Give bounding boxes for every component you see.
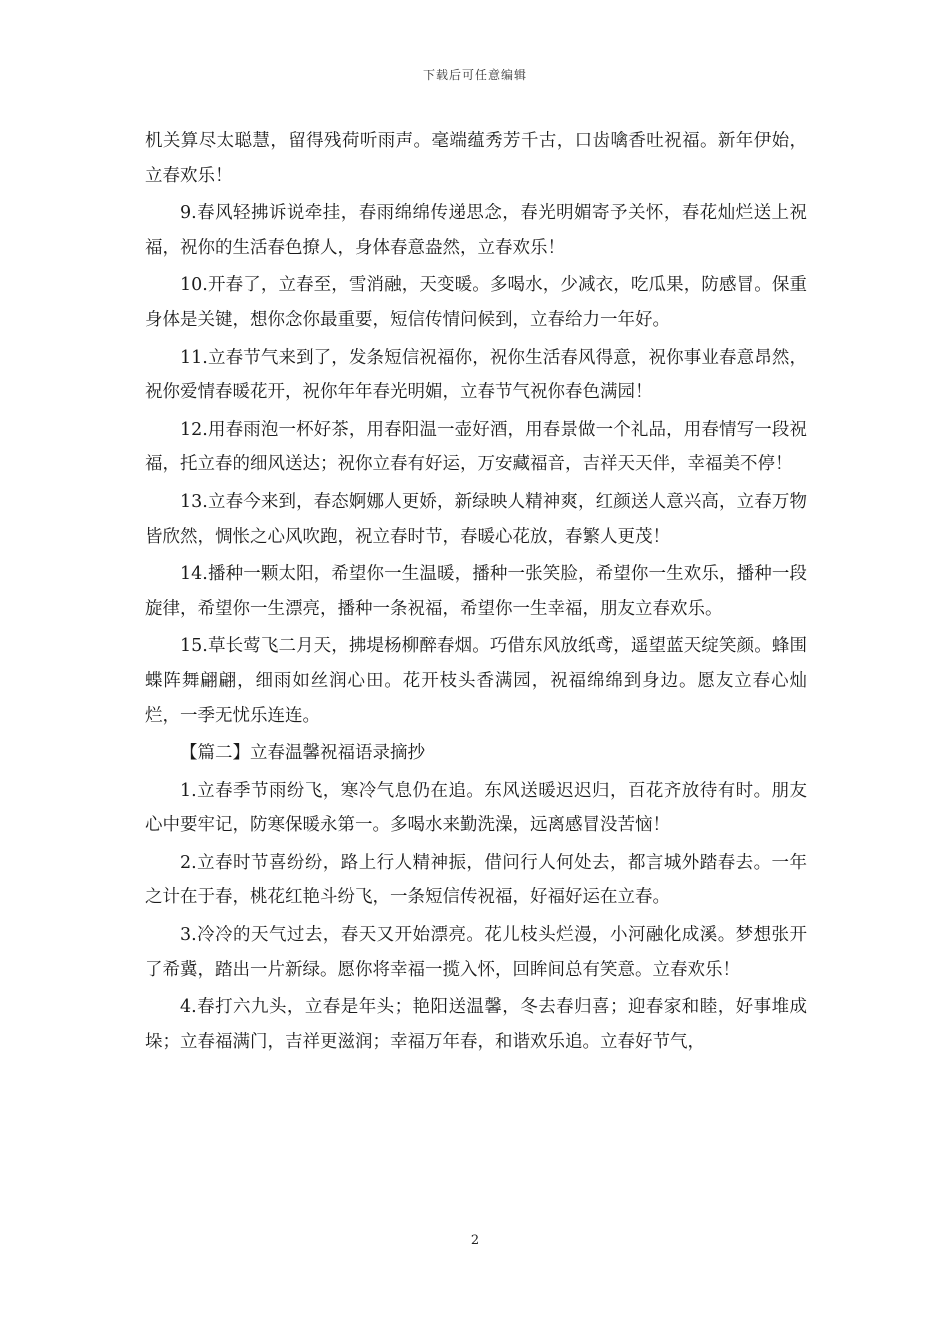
document-body <box>145 124 807 1062</box>
paragraph: 4.春打六九头，立春是年头；艳阳送温馨，冬去春归喜；迎春家和睦，好事堆成垛；立春福满门，吉祥更滋润；幸福万年春，和谐欢乐追。立春好节气， <box>145 997 807 1052</box>
paragraph: 13.立春今来到，春态婀娜人更娇，新绿映人精神爽，红颜送人意兴高，立春万物皆欣然，惆怅之心风吹跑，祝立春时节，春暖心花放，春繁人更茂！ <box>145 491 807 547</box>
paragraph: 3.冷冷的天气过去，春天又开始漂亮。花儿枝头烂漫，小河融化成溪。梦想张开了希冀，踏出一片新绿。愿你将幸福一揽入怀，回眸间总有笑意。立春欢乐！ <box>145 925 807 980</box>
paragraph: 14.播种一颗太阳，希望你一生温暖，播种一张笑脸，希望你一生欢乐，播种一段旋律，希望你一生漂亮，播种一条祝福，希望你一生幸福，朋友立春欢乐。 <box>145 564 807 619</box>
paragraph: 12.用春雨泡一杯好茶，用春阳温一壶好酒，用春景做一个礼品，用春情写一段祝福，托立春的细风送达；祝你立春有好运，万安藏福音，吉祥天天伴，幸福美不停！ <box>145 419 807 475</box>
paragraph: 1.立春季节雨纷飞，寒冷气息仍在追。东风送暖迟迟归，百花齐放待有时。朋友心中要牢记，防寒保暖永第一。多喝水来勤洗澡，远离感冒没苦恼！ <box>145 780 807 836</box>
paragraph: 11.立春节气来到了，发条短信祝福你，祝你生活春风得意，祝你事业春意昂然，祝你爱情春暖花开，祝你年年春光明媚，立春节气祝你春色满园！ <box>145 347 807 403</box>
paragraph: 机关算尽太聪慧，留得残荷听雨声。毫端蕴秀芳千古，口齿噙香吐祝福。新年伊始，立春欢乐！ <box>145 131 807 186</box>
paragraph: 15.草长莺飞二月天，拂堤杨柳醉春烟。巧借东风放纸鸢，遥望蓝天绽笑颜。蜂围蝶阵舞翩翩，细雨如丝润心田。花开枝头香满园，祝福绵绵到身边。愿友立春心灿烂，一季无忧乐连连。 <box>145 636 807 726</box>
section-heading: 【篇二】立春温馨祝福语录摘抄 <box>180 743 425 764</box>
paragraph: 9.春风轻拂诉说牵挂，春雨绵绵传递思念，春光明媚寄予关怀，春花灿烂送上祝福，祝你的生活春色撩人，身体春意盎然，立春欢乐！ <box>145 203 807 258</box>
paragraph: 2.立春时节喜纷纷，路上行人精神振，借问行人何处去，都言城外踏春去。一年之计在于春，桃花红艳斗纷飞，一条短信传祝福，好福好运在立春。 <box>145 852 807 908</box>
paragraph: 10.开春了，立春至，雪消融，天变暖。多喝水，少减衣，吃瓜果，防感冒。保重身体是关键，想你念你最重要，短信传情问候到，立春给力一年好。 <box>145 275 807 330</box>
page-number: 2 <box>470 1233 480 1248</box>
page-header: 下载后可任意编辑 <box>422 68 527 82</box>
